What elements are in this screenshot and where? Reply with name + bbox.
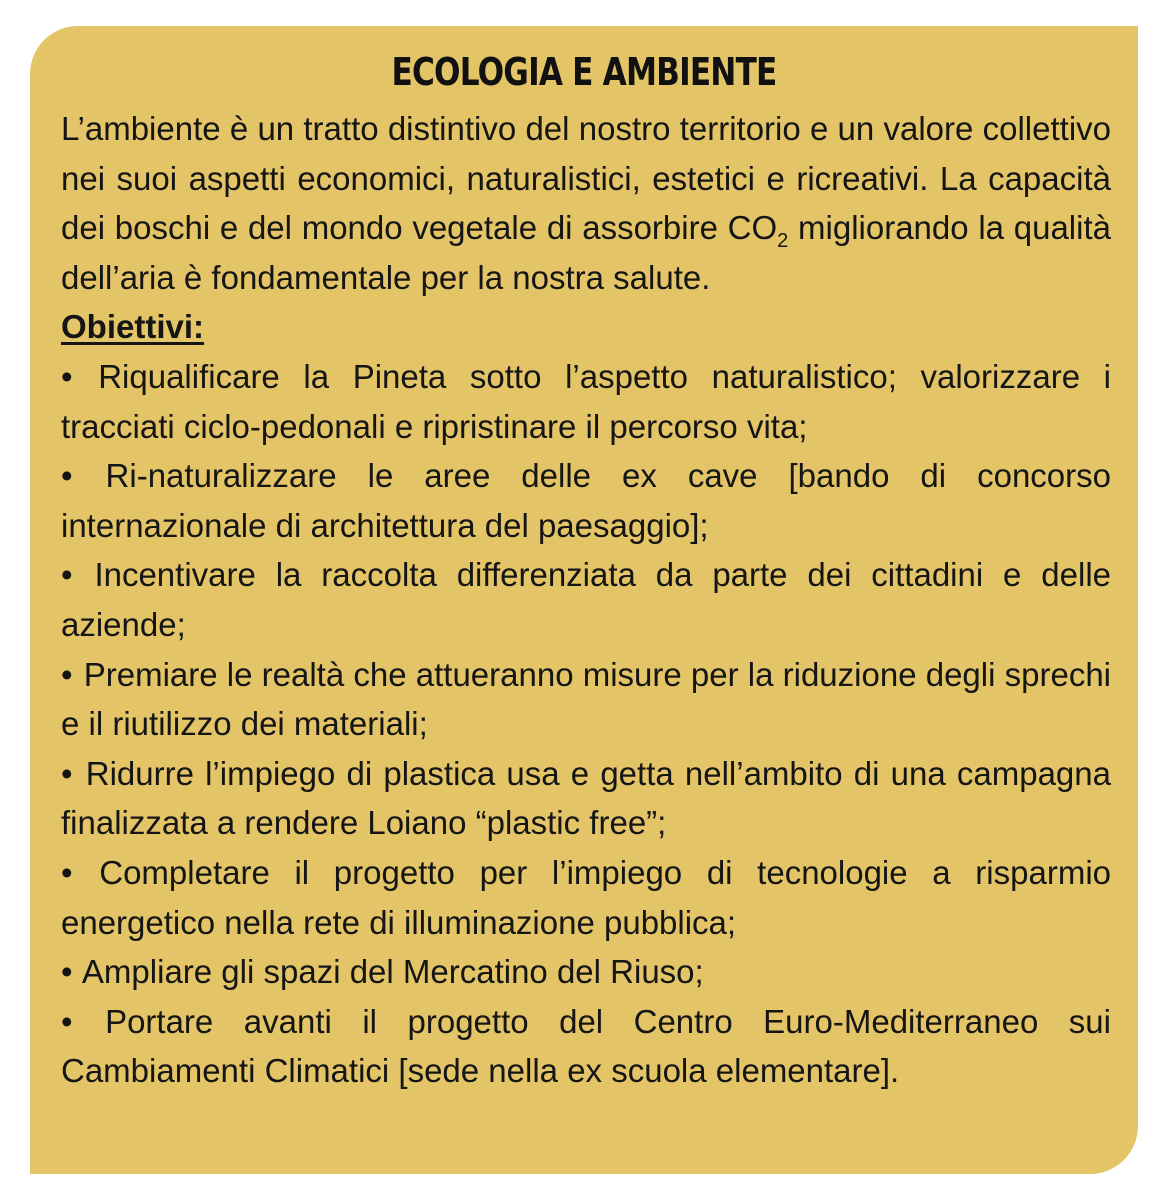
objective-item [61, 550, 1111, 649]
objective-text: Completare il progetto per l’impiego di tecnologie a risparmio energetico nella rete di illuminazione pubblica; [61, 853, 1111, 941]
objective-text: Ri-naturalizzare le aree delle ex cave [bando di concorso internazionale di architettura del paesaggio]; [61, 457, 1111, 544]
panel-title: ECOLOGIA E AMBIENTE [391, 50, 777, 94]
objective-item [61, 848, 1111, 947]
objective-item [61, 650, 1111, 749]
objective-text: Incentivare la raccolta differenziata da parte dei cittadini e delle aziende; [61, 556, 1112, 643]
info-panel [30, 26, 1138, 1174]
objective-text: Ampliare gli spazi del Mercatino del Riuso; [81, 953, 704, 991]
objective-text: Portare avanti il progetto del Centro Euro-Mediterraneo sui Cambiamenti Climatici [sede nella ex scuola elementare]. [61, 1002, 1111, 1090]
bullet-icon: • [61, 655, 73, 693]
bullet-icon: • [61, 556, 73, 594]
bullet-icon: • [61, 1002, 73, 1040]
bullet-icon: • [61, 357, 73, 395]
panel-body [61, 104, 1111, 1096]
bullet-icon: • [61, 853, 73, 891]
objective-item [61, 997, 1111, 1096]
objective-item [61, 749, 1111, 848]
intro-paragraph [61, 104, 1111, 302]
bullet-icon: • [61, 457, 73, 495]
intro-text-part-2: migliorando la qualità dell’aria è fondamentale per la nostra salute. [61, 209, 1111, 296]
bullet-icon: • [61, 754, 73, 792]
objective-text: Riqualificare la Pineta sotto l’aspetto naturalistico; valorizzare i tracciati ciclo-pedonali e ripristinare il percorso vita; [61, 357, 1112, 445]
bullet-icon: • [61, 953, 73, 991]
objective-item [61, 352, 1111, 451]
objective-item [61, 451, 1111, 550]
co2-subscript: 2 [777, 230, 789, 253]
objective-text: Premiare le realtà che attueranno misure per la riduzione degli sprechi e il riutilizzo dei materiali; [61, 655, 1111, 743]
intro-text-part-1: L’ambiente è un tratto distintivo del nostro territorio e un valore collettivo nei suoi aspetti economici, naturalistici, estetici e ricreativi. La capacità dei boschi e del mondo vegetale di assorbire CO [61, 110, 1111, 247]
objective-text: Ridurre l’impiego di plastica usa e getta nell’ambito di una campagna finalizzata a rendere Loiano “plastic free”; [61, 754, 1111, 842]
objectives-heading: Obiettivi: [61, 308, 205, 346]
objective-item [61, 947, 1111, 997]
